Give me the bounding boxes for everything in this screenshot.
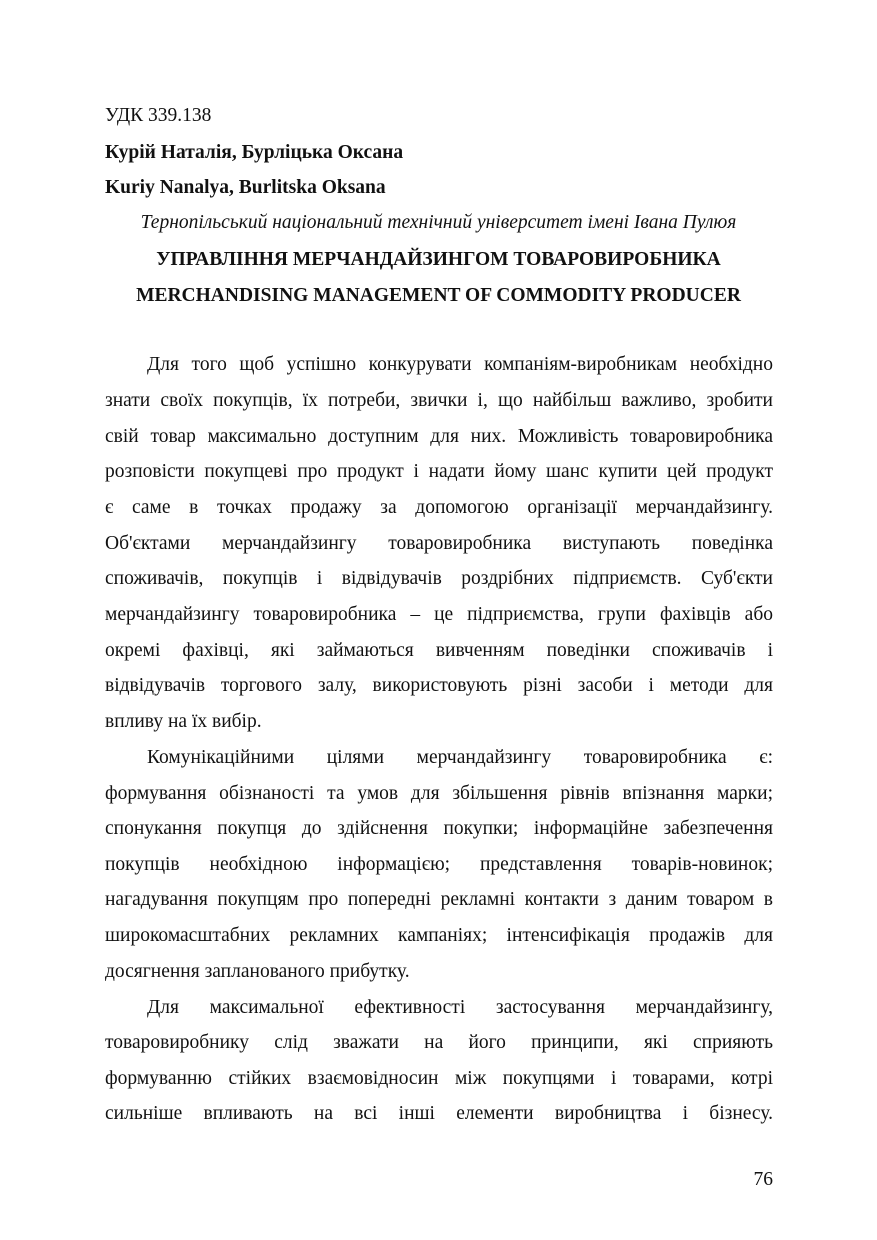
text-line: свій товар максимально доступним для них. Можливість товаровиробника (105, 426, 773, 447)
title-english: MERCHANDISING MANAGEMENT OF COMMODITY PRODUCER (136, 285, 741, 306)
affiliation: Тернопільський національний технічний університет імені Івана Пулюя (140, 212, 737, 233)
text-line: товаровиробнику слід зважати на його принципи, які сприяють (105, 1032, 773, 1053)
text-line: Для того щоб успішно конкурувати компаніям-виробникам необхідно (147, 354, 773, 375)
text-line: покупців необхідною інформацією; представлення товарів-новинок; (105, 854, 773, 875)
udk-code: УДК 339.138 (105, 105, 212, 126)
authors-english: Kuriy Nanalya, Burlitska Oksana (105, 177, 386, 198)
page-number: 76 (753, 1169, 773, 1190)
title-ukrainian: УПРАВЛІННЯ МЕРЧАНДАЙЗИНГОМ ТОВАРОВИРОБНИКА (156, 249, 721, 270)
text-line: формування обізнаності та умов для збільшення рівнів впізнання марки; (105, 783, 773, 804)
text-line: розповісти покупцеві про продукт і надати йому шанс купити цей продукт (105, 461, 773, 482)
text-line: Об'єктами мерчандайзингу товаровиробника виступають поведінка (105, 533, 773, 554)
text-line: широкомасштабних рекламних кампаніях; інтенсифікація продажів для (105, 925, 773, 946)
text-line: Комунікаційними цілями мерчандайзингу товаровиробника є: (147, 747, 773, 768)
text-line: спонукання покупця до здійснення покупки; інформаційне забезпечення (105, 818, 773, 839)
text-line: знати своїх покупців, їх потреби, звички і, що найбільш важливо, зробити (105, 390, 773, 411)
text-line: є саме в точках продажу за допомогою організації мерчандайзингу. (105, 497, 773, 518)
text-line: впливу на їх вибір. (105, 711, 262, 732)
authors-ukrainian: Курій Наталія, Бурліцька Оксана (105, 142, 404, 163)
text-line: Для максимальної ефективності застосування мерчандайзингу, (147, 997, 773, 1018)
text-line: формуванню стійких взаємовідносин між покупцями і товарами, котрі (105, 1068, 773, 1089)
text-line: мерчандайзингу товаровиробника – це підприємства, групи фахівців або (105, 604, 773, 625)
text-line: нагадування покупцям про попередні рекламні контакти з даним товаром в (105, 889, 773, 910)
text-line: відвідувачів торгового залу, використовують різні засоби і методи для (105, 675, 773, 696)
text-line: окремі фахівці, які займаються вивченням поведінки споживачів і (105, 640, 773, 661)
text-line: досягнення запланованого прибутку. (105, 961, 410, 982)
text-line: споживачів, покупців і відвідувачів роздрібних підприємств. Суб'єкти (105, 568, 773, 589)
text-line: сильніше впливають на всі інші елементи виробництва і бізнесу. (105, 1103, 773, 1124)
